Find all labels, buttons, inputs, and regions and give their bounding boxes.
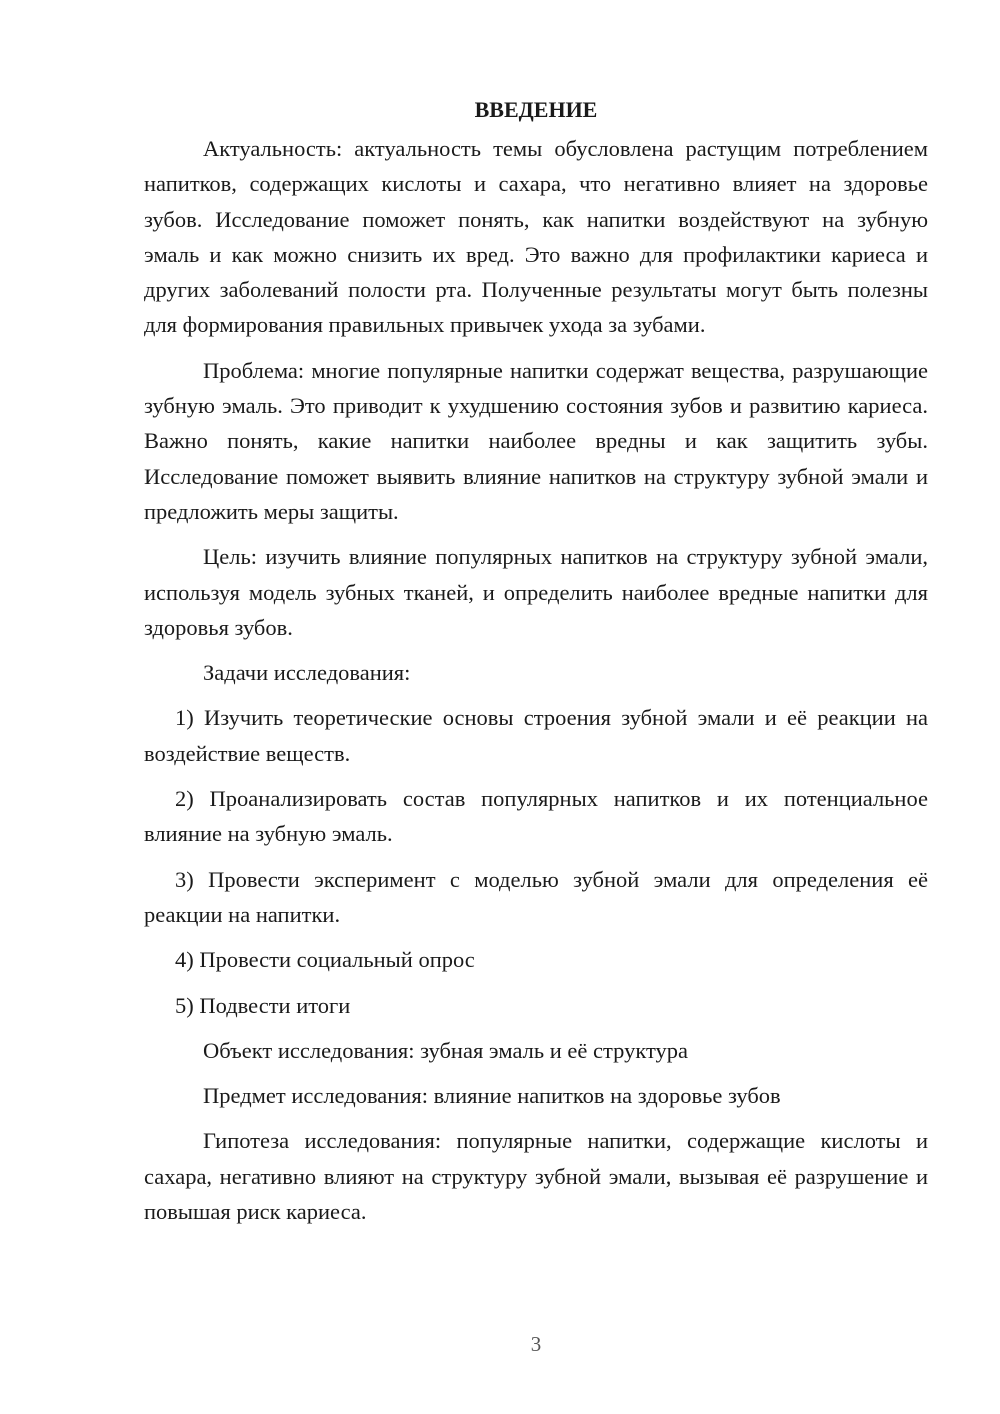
task-item-3: 3) Провести эксперимент с моделью зубной эмали для определения её реакции на напитки. bbox=[144, 866, 928, 927]
tasks-heading: Задачи исследования: bbox=[203, 660, 411, 686]
research-subject: Предмет исследования: влияние напитков на здоровье зубов bbox=[203, 1083, 781, 1109]
research-object: Объект исследования: зубная эмаль и её структура bbox=[203, 1037, 688, 1063]
goal-paragraph: Цель: изучить влияние популярных напитков на структуру зубной эмали, используя модель зубных тканей, и определить наиболее вредные напитки для здоровья зубов. bbox=[144, 544, 928, 640]
task-item-4: 4) Провести социальный опрос bbox=[175, 947, 475, 973]
page-number: 3 bbox=[530, 1332, 542, 1356]
section-heading: ВВЕДЕНИЕ bbox=[474, 97, 598, 122]
document-page bbox=[144, 92, 928, 1239]
task-item-5: 5) Подвести итоги bbox=[175, 992, 351, 1018]
task-item-1: 1) Изучить теоретические основы строения зубной эмали и её реакции на воздействие веществ. bbox=[144, 705, 928, 766]
research-hypothesis: Гипотеза исследования: популярные напитки, содержащие кислоты и сахара, негативно влияют на структуру зубной эмали, вызывая её разрушение и повышая риск кариеса. bbox=[144, 1128, 928, 1225]
relevance-paragraph: Актуальность: актуальность темы обусловлена растущим потреблением напитков, содержащих кислоты и сахара, что негативно влияет на здоровье зубов. Исследование поможет понять, как напитки воздействуют на зубную эмаль и как можно снизить их вред. Это важно для профилактики кариеса и других заболеваний полости рта. Полученные результаты могут быть полезны для формирования правильных привычек ухода за зубами. bbox=[144, 136, 928, 338]
task-item-2: 2) Проанализировать состав популярных напитков и их потенциальное влияние на зубную эмаль. bbox=[144, 786, 928, 847]
problem-paragraph: Проблема: многие популярные напитки содержат вещества, разрушающие зубную эмаль. Это приводит к ухудшению состояния зубов и развитию кариеса. Важно понять, какие напитки наиболее вредны и как защитить зубы. Исследование поможет выявить влияние напитков на структуру зубной эмали и предложить меры защиты. bbox=[144, 357, 928, 524]
